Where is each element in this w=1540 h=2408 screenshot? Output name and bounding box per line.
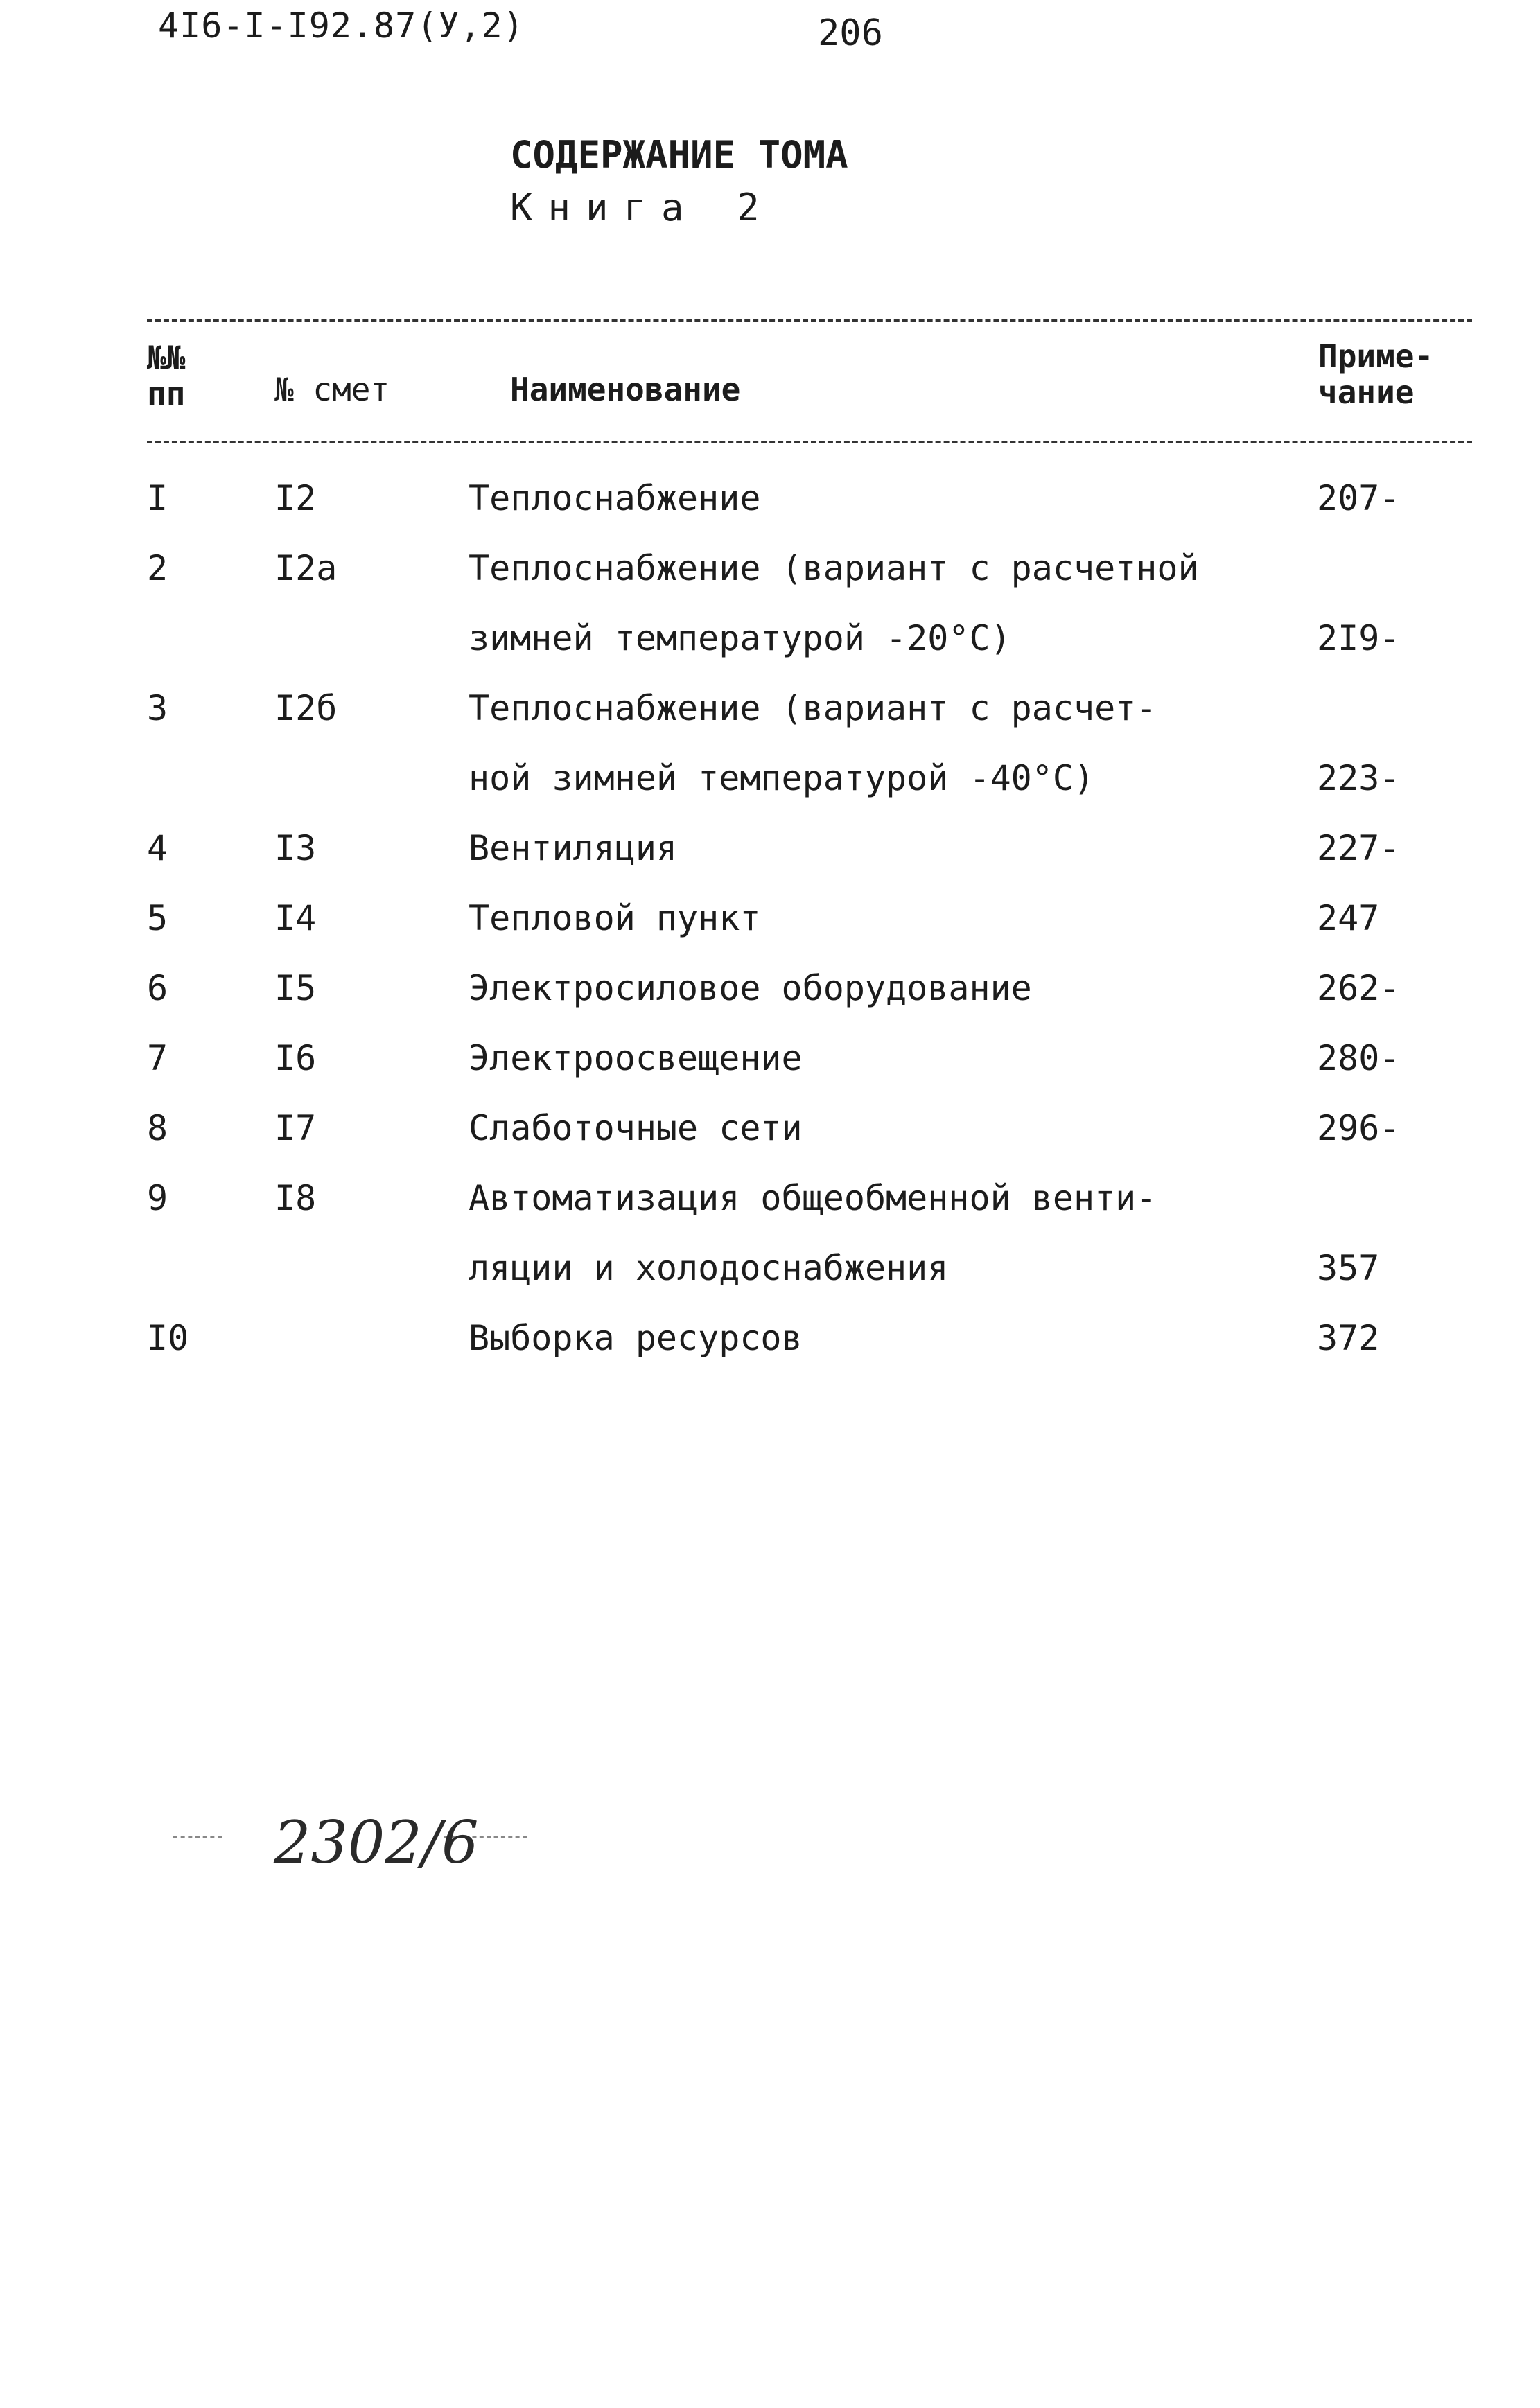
row-name-line: Выборка ресурсов (469, 1318, 803, 1358)
row-estimate: I7 (274, 1108, 317, 1148)
row-number: 9 (147, 1178, 168, 1218)
column-header-number (147, 340, 185, 412)
row-note: 2I9- (1317, 618, 1401, 658)
table-header-rule (147, 441, 1472, 443)
row-note: 372 (1317, 1318, 1380, 1358)
column-header-estimate: № смет (274, 371, 390, 408)
row-name-line: ной зимней температурой -40°С) (469, 758, 1095, 798)
row-estimate: I5 (274, 968, 317, 1008)
document-code: 4I6-I-I92.87(У,2) (158, 6, 525, 46)
page-title: СОДЕРЖАНИЕ ТОМА (510, 133, 848, 177)
row-name-line: Теплоснабжение (вариант с расчетной (469, 548, 1199, 588)
row-note: 223- (1317, 758, 1401, 798)
row-number: I0 (147, 1318, 189, 1358)
row-note: 280- (1317, 1038, 1401, 1078)
row-name-line: Теплоснабжение (вариант с расчет- (469, 688, 1157, 728)
row-name-line: зимней температурой -20°С) (469, 618, 1011, 658)
column-header-note-line2: чание (1318, 373, 1415, 411)
page-subtitle: Книга 2 (510, 186, 775, 229)
row-name-line: Слаботочные сети (469, 1108, 803, 1148)
row-name-line: Вентиляция (469, 828, 678, 868)
row-name-line: Электроосвещение (469, 1038, 803, 1078)
row-name-line: Теплоснабжение (469, 478, 761, 518)
row-name-line: Автоматизация общеобменной венти- (469, 1178, 1157, 1218)
column-header-note (1318, 338, 1433, 410)
row-number: 3 (147, 688, 168, 728)
column-header-note-line1: Приме- (1318, 337, 1434, 375)
column-header-name: Наименование (510, 371, 741, 408)
row-note: 247 (1317, 898, 1380, 938)
row-estimate: I2 (274, 478, 317, 518)
row-number: 8 (147, 1108, 168, 1148)
row-number: 7 (147, 1038, 168, 1078)
row-number: 5 (147, 898, 168, 938)
row-name-line: ляции и холодоснабжения (469, 1248, 949, 1288)
page-number: 206 (818, 12, 883, 54)
column-header-number-line1: №№ (147, 339, 186, 376)
row-note: 296- (1317, 1108, 1401, 1148)
row-note: 207- (1317, 478, 1401, 518)
row-note: 227- (1317, 828, 1401, 868)
row-estimate: I6 (274, 1038, 317, 1078)
row-estimate: I4 (274, 898, 317, 938)
row-number: 4 (147, 828, 168, 868)
row-note: 357 (1317, 1248, 1380, 1288)
row-estimate: I2а (274, 548, 338, 588)
column-header-number-line2: пп (147, 375, 186, 412)
row-name-line: Электросиловое оборудование (469, 968, 1032, 1008)
row-number: I (147, 478, 168, 518)
row-estimate: I8 (274, 1178, 317, 1218)
row-estimate: I3 (274, 828, 317, 868)
row-number: 2 (147, 548, 168, 588)
row-note: 262- (1317, 968, 1401, 1008)
row-number: 6 (147, 968, 168, 1008)
row-name-line: Тепловой пункт (469, 898, 761, 938)
row-estimate: I2б (274, 688, 338, 728)
handwritten-number: 2302/6 (274, 1809, 479, 1877)
table-top-rule (147, 319, 1472, 322)
stamp-underline-left (173, 1836, 222, 1838)
